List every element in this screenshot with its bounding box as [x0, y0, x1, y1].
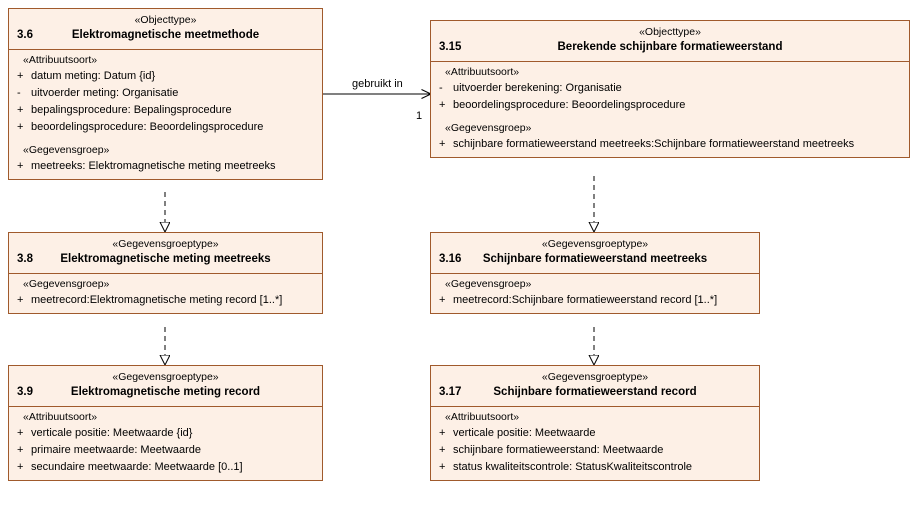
class-berekende-schijnbare-formatieweerstand[interactable]	[430, 20, 910, 158]
class-section-gegevensgroep	[9, 273, 322, 313]
class-stereotype: «Gegevensgroeptype»	[541, 371, 649, 383]
visibility: +	[17, 160, 24, 172]
class-header	[431, 366, 759, 406]
attribute-row	[9, 442, 322, 459]
attribute-row	[9, 85, 322, 102]
class-elektromagnetische-meting-meetreeks[interactable]	[8, 232, 323, 314]
class-header	[9, 9, 322, 49]
class-stereotype: «Gegevensgroeptype»	[541, 238, 649, 250]
visibility: +	[17, 444, 24, 456]
visibility: -	[439, 82, 443, 94]
visibility: +	[17, 294, 24, 306]
attribute-text: verticale positie: Meetwaarde	[453, 427, 596, 439]
class-section-attributes	[9, 49, 322, 140]
attribute-text: status kwaliteitscontrole: StatusKwaliteitscontrole	[453, 461, 693, 473]
attribute-text: secundaire meetwaarde: Meetwaarde [0..1]	[31, 461, 243, 473]
attribute-row	[9, 459, 322, 476]
attribute-text: meetrecord:Schijnbare formatieweerstand record [1..*]	[453, 294, 718, 306]
attribute-row	[9, 158, 322, 175]
attribute-text: beoordelingsprocedure: Beoordelingsprocedure	[31, 121, 264, 133]
class-number: 3.9	[17, 386, 33, 398]
class-section-gegevensgroep	[431, 118, 909, 157]
section-stereotype: «Attribuutsoort»	[445, 66, 520, 78]
visibility: +	[17, 427, 24, 439]
attribute-text: verticale positie: Meetwaarde {id}	[31, 427, 193, 439]
class-elektromagnetische-meetmethode[interactable]	[8, 8, 323, 180]
section-stereotype: «Gegevensgroep»	[23, 278, 110, 290]
class-section-attributes	[431, 61, 909, 118]
class-section-gegevensgroep	[431, 273, 759, 313]
visibility: +	[439, 427, 446, 439]
class-header	[9, 233, 322, 273]
class-number: 3.6	[17, 29, 33, 41]
class-name: Schijnbare formatieweerstand meetreeks	[482, 253, 708, 265]
class-number: 3.17	[439, 386, 462, 398]
attribute-row	[9, 425, 322, 442]
attribute-text: schijnbare formatieweerstand: Meetwaarde	[453, 444, 664, 456]
attribute-row	[431, 425, 759, 442]
class-number: 3.16	[439, 253, 462, 265]
class-header	[431, 21, 909, 61]
edge-label-gebruikt-in: gebruikt in	[352, 78, 403, 90]
attribute-text: primaire meetwaarde: Meetwaarde	[31, 444, 201, 456]
class-stereotype: «Objecttype»	[134, 14, 197, 26]
class-schijnbare-formatieweerstand-record[interactable]	[430, 365, 760, 481]
visibility: +	[17, 461, 24, 473]
class-name: Berekende schijnbare formatieweerstand	[557, 41, 783, 53]
visibility: +	[17, 70, 24, 82]
attribute-text: schijnbare formatieweerstand meetreeks:Schijnbare formatieweerstand meetreeks	[453, 138, 855, 150]
class-header	[9, 366, 322, 406]
class-stereotype: «Gegevensgroeptype»	[112, 371, 219, 383]
section-stereotype: «Attribuutsoort»	[23, 54, 98, 66]
class-header	[431, 233, 759, 273]
class-section-attributes	[9, 406, 322, 480]
class-stereotype: «Gegevensgroeptype»	[112, 238, 219, 250]
class-section-attributes	[431, 406, 759, 480]
class-schijnbare-formatieweerstand-meetreeks[interactable]	[430, 232, 760, 314]
attribute-text: meetrecord:Elektromagnetische meting record [1..*]	[31, 294, 283, 306]
attribute-row	[9, 119, 322, 136]
class-section-gegevensgroep	[9, 140, 322, 179]
visibility: +	[439, 444, 446, 456]
attribute-row	[431, 292, 759, 309]
class-name: Elektromagnetische meting meetreeks	[60, 253, 271, 265]
attribute-row	[431, 136, 909, 153]
attribute-row	[431, 442, 759, 459]
class-name: Elektromagnetische meetmethode	[71, 29, 260, 41]
attribute-row	[9, 68, 322, 85]
visibility: +	[17, 104, 24, 116]
attribute-text: beoordelingsprocedure: Beoordelingsprocedure	[453, 99, 686, 111]
attribute-row	[9, 292, 322, 309]
class-elektromagnetische-meting-record[interactable]	[8, 365, 323, 481]
attribute-text: uitvoerder berekening: Organisatie	[453, 82, 622, 94]
class-number: 3.8	[17, 253, 33, 265]
class-name: Schijnbare formatieweerstand record	[493, 386, 697, 398]
attribute-row	[431, 97, 909, 114]
class-stereotype: «Objecttype»	[639, 26, 701, 38]
section-stereotype: «Gegevensgroep»	[445, 122, 532, 134]
attribute-row	[431, 80, 909, 97]
visibility: +	[17, 121, 24, 133]
attribute-text: bepalingsprocedure: Bepalingsprocedure	[31, 104, 232, 116]
visibility: +	[439, 294, 446, 306]
visibility: +	[439, 138, 446, 150]
attribute-text: meetreeks: Elektromagnetische meting meetreeks	[31, 160, 276, 172]
section-stereotype: «Gegevensgroep»	[23, 144, 110, 156]
class-name: Elektromagnetische meting record	[70, 386, 261, 398]
class-number: 3.15	[439, 41, 462, 53]
section-stereotype: «Attribuutsoort»	[445, 411, 520, 423]
section-stereotype: «Gegevensgroep»	[445, 278, 532, 290]
attribute-row	[431, 459, 759, 476]
edge-multiplicity-1: 1	[416, 110, 423, 122]
visibility: +	[439, 461, 446, 473]
section-stereotype: «Attribuutsoort»	[23, 411, 98, 423]
attribute-text: datum meting: Datum {id}	[31, 70, 156, 82]
visibility: +	[439, 99, 446, 111]
attribute-text: uitvoerder meting: Organisatie	[31, 87, 179, 99]
attribute-row	[9, 102, 322, 119]
visibility: -	[17, 87, 21, 99]
